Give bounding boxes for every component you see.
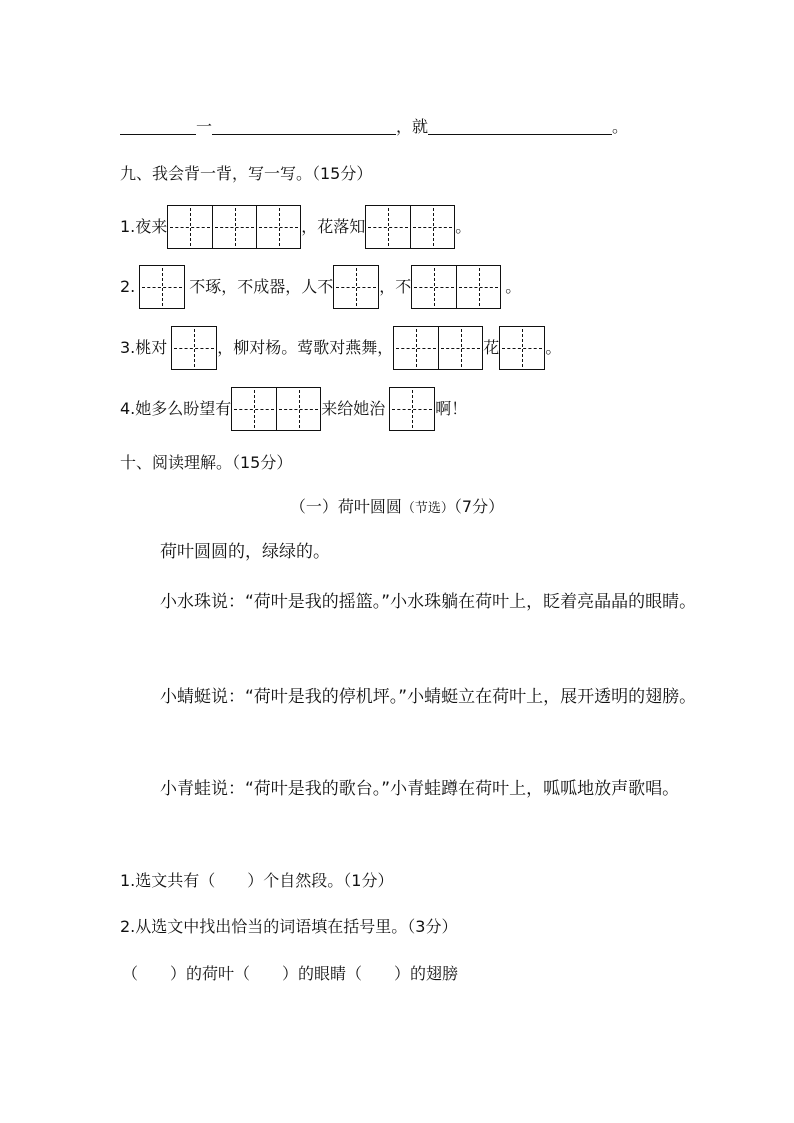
- tianzige-box-q2c[interactable]: [411, 265, 501, 309]
- paragraph-3-text: 小蜻蜓说：“荷叶是我的停机坪。”小蜻蜓立在荷叶上，展开透明的翅膀。: [160, 687, 697, 707]
- passage-title-score: （7分）: [453, 497, 505, 516]
- question-9-4: [120, 387, 467, 431]
- q3-prefix: 3.桃对: [120, 338, 168, 357]
- q1-prefix: 1.夜来: [120, 217, 168, 236]
- text-jiu: ，就: [396, 116, 429, 136]
- q1-end: 。: [455, 217, 472, 236]
- blank-line-2[interactable]: [212, 118, 396, 135]
- question-10-1-text: 1.选文共有（ ）个自然段。（1分）: [120, 870, 394, 890]
- q2-prefix: 2.: [120, 277, 136, 296]
- blank-line-1[interactable]: [120, 118, 196, 135]
- passage-paragraph-2: [120, 580, 708, 624]
- question-10-1: [120, 868, 393, 893]
- text-period: 。: [612, 116, 629, 136]
- q2-middle-2: ，不: [379, 277, 412, 296]
- q3-end: 。: [545, 338, 562, 357]
- blank-line-3[interactable]: [428, 118, 612, 135]
- q4-middle: 来给她治: [321, 399, 386, 418]
- section-9-heading-text: 九、我会背一背，写一写。（15分）: [120, 163, 373, 183]
- q4-prefix: 4.她多么盼望有: [120, 399, 232, 418]
- passage-title: [0, 495, 794, 521]
- fill-in-brackets-text[interactable]: （ ）的荷叶（ ）的眼睛（ ）的翅膀: [122, 963, 459, 983]
- text-yi: 一: [196, 116, 213, 136]
- tianzige-box-q3a[interactable]: [171, 326, 217, 370]
- paragraph-2-text: 小水珠说：“荷叶是我的摇篮。”小水珠躺在荷叶上，眨着亮晶晶的眼睛。: [160, 592, 697, 612]
- tianzige-box-q1b[interactable]: [365, 205, 455, 249]
- q1-middle: ，花落知: [301, 217, 366, 236]
- passage-paragraph-4: [120, 767, 708, 811]
- passage-title-note: （节选）: [401, 501, 454, 516]
- tianzige-box-q2a[interactable]: [139, 265, 185, 309]
- tianzige-box-q2b[interactable]: [333, 265, 379, 309]
- tianzige-box-q4a[interactable]: [231, 387, 321, 431]
- tianzige-box-q3b[interactable]: [393, 326, 483, 370]
- q2-end: 。: [505, 277, 522, 296]
- q3-middle: ，柳对杨。莺歌对燕舞，: [217, 338, 394, 357]
- paragraph-1-text: 荷叶圆圆的，绿绿的。: [160, 542, 330, 562]
- question-9-2: [120, 265, 521, 309]
- fill-in-brackets: [122, 961, 458, 986]
- tianzige-box-q4b[interactable]: [389, 387, 435, 431]
- section-9-heading: [120, 161, 372, 186]
- fill-line-sentence: [120, 114, 628, 139]
- q2-middle-1: 不琢，不成器，人不: [189, 277, 334, 296]
- q3-middle-2: 花: [483, 338, 500, 357]
- question-9-1: [120, 205, 471, 249]
- question-10-2: [120, 914, 457, 939]
- passage-paragraph-1: [120, 530, 708, 574]
- q4-end: 啊！: [435, 399, 468, 418]
- question-10-2-text: 2.从选文中找出恰当的词语填在括号里。（3分）: [120, 916, 458, 936]
- passage-paragraph-3: [120, 675, 708, 719]
- tianzige-box-q3c[interactable]: [499, 326, 545, 370]
- section-10-heading: [120, 450, 292, 475]
- question-9-3: [120, 326, 561, 370]
- paragraph-4-text: 小青蛙说：“荷叶是我的歌台。”小青蛙蹲在荷叶上，呱呱地放声歌唱。: [160, 779, 680, 799]
- tianzige-box-q1a[interactable]: [167, 205, 301, 249]
- passage-title-main: （一）荷叶圆圆: [289, 497, 402, 516]
- section-10-heading-text: 十、阅读理解。（15分）: [120, 452, 293, 472]
